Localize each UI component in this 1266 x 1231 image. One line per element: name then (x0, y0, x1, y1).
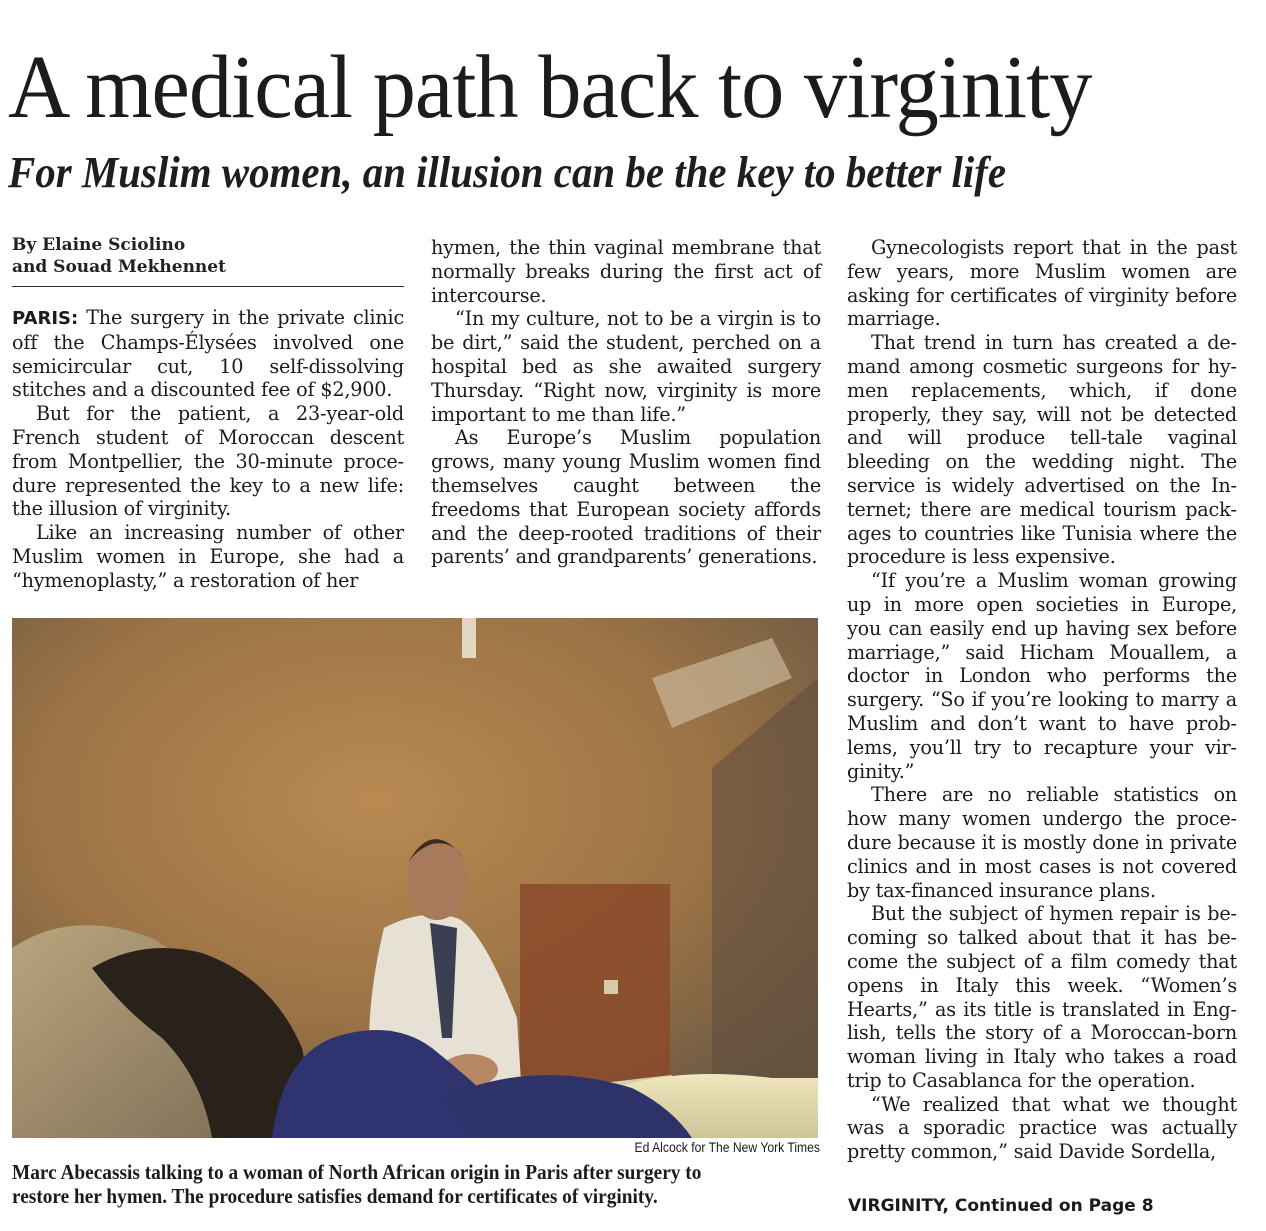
article-photo (12, 618, 818, 1138)
paragraph: That trend in turn has created a demand among cosmetic surgeons for hymen replacements, which, if done properly, they say, will not be detected and will produce tell-tale vaginal bleeding on the wedding night. The service is widely advertised on the Internet; there are medical tourism packages to countries like Tunisia where the procedure is less expensive. (847, 331, 1237, 569)
caption-line-1: Marc Abecassis talking to a woman of North African origin in Paris after surgery to (12, 1160, 702, 1184)
byline (12, 234, 404, 287)
photo-caption (12, 1160, 766, 1208)
paragraph: But for the patient, a 23-year-old French student of Moroccan descent from Montpellier, the 30-minute procedure represented the key to a new life: the illusion of virginity. (12, 402, 404, 521)
paragraph: “In my culture, not to be a virgin is to be dirt,” said the student, perched on a hospital bed as she awaited surgery Thursday. “Right now, virginity is more important to me than life.” (431, 307, 821, 426)
article-column-2 (431, 236, 821, 569)
paragraph: PARIS: The surgery in the private clinic off the Champs-Élysées involved one semicircular cut, 10 self-dissolving stitches and a discounted fee of $2,900. (12, 306, 404, 402)
paragraph: “If you’re a Muslim woman growing up in more open societies in Europe, you can easily end up having sex before marriage,” said Hicham Mouallem, a doctor in London who performs the surgery. “So if you’re looking to marry a Muslim and don’t want to have problems, you’ll try to recapture your virginity.” (847, 569, 1237, 783)
paragraph: Like an increasing number of other Muslim women in Europe, she had a “hymenoplasty,” a restoration of her (12, 521, 404, 592)
photo-illustration (12, 618, 818, 1138)
byline-author-1: By Elaine Sciolino (12, 235, 186, 255)
paragraph: There are no reliable statistics on how many women undergo the procedure because it is mostly done in private clinics and in most cases is not covered by tax-financed insurance plans. (847, 783, 1237, 902)
photo-credit: Ed Alcock for The New York Times (634, 1140, 820, 1155)
article-column-1 (12, 306, 404, 593)
article-column-3 (847, 236, 1237, 1164)
headline: A medical path back to virginity (8, 38, 1092, 137)
caption-line-2: restore her hymen. The procedure satisfies demand for certificates of virginity. (12, 1184, 658, 1208)
paragraph: As Europe’s Muslim population grows, many young Muslim women find themselves caught between the freedoms that European society affords and the deep-rooted traditions of their parents’ and grandparents’ generations. (431, 426, 821, 569)
dateline: PARIS: (12, 308, 79, 329)
continued-on-jump-line[interactable]: VIRGINITY, Continued on Page 8 (848, 1196, 1154, 1216)
subheadline: For Muslim women, an illusion can be the key to better life (8, 148, 1007, 197)
paragraph: hymen, the thin vaginal membrane that normally breaks during the first act of intercourse. (431, 236, 821, 307)
byline-author-2: and Souad Mekhennet (12, 257, 226, 277)
paragraph: Gynecologists report that in the past few years, more Muslim women are asking for certificates of virginity before marriage. (847, 236, 1237, 331)
paragraph: “We realized that what we thought was a sporadic practice was actually pretty common,” said Davide Sordella, (847, 1092, 1237, 1164)
paragraph: But the subject of hymen repair is becoming so talked about that it has become the subject of a film comedy that opens in Italy this week. “Women’s Hearts,” as its title is translated in English, tells the story of a Moroccan-born woman living in Italy who takes a road trip to Casablanca for the operation. (847, 902, 1237, 1092)
